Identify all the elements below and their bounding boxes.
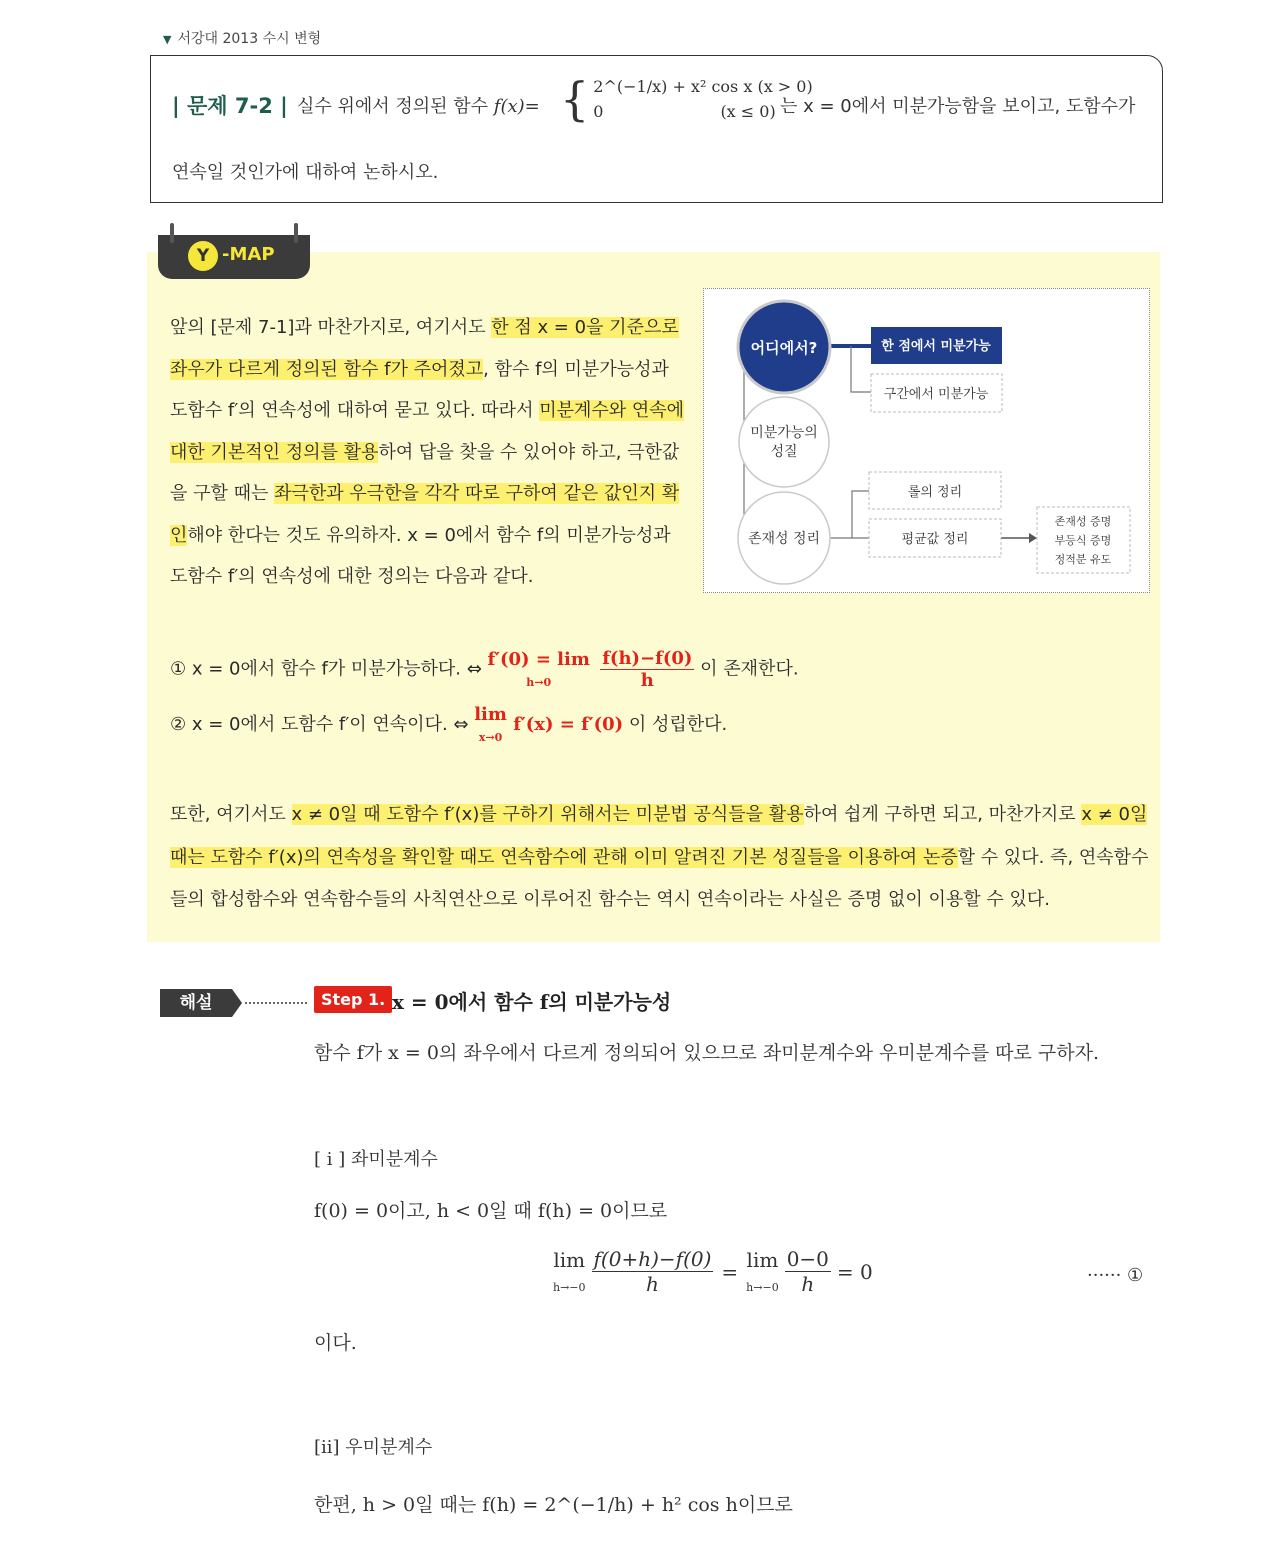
eq1-lim-1: lim	[553, 1247, 586, 1272]
ymap-paragraph-2	[170, 794, 1160, 922]
solution-tag-arrow	[232, 989, 242, 1017]
piecewise-function: { 2^(−1/x) + x² cos x (x > 0) 0 (x ≤ 0)	[560, 72, 813, 126]
eq1-lim-2: lim	[746, 1247, 779, 1272]
diagram-property-label-2: 성질	[770, 444, 798, 460]
para1-segment: 한 점 x = 0을 기준으로 좌우가 다르게 정의된 함수 f가 주어졌고	[170, 317, 679, 380]
source-label: ▼ 서강대 2013 수시 변형	[163, 31, 322, 47]
para2-segment: 또한, 여기서도	[170, 804, 292, 825]
solution-line-1: 함수 f가 x = 0의 좌우에서 다르게 정의되어 있으므로 좌미분계수와 우미분계수를 따로 구하자.	[314, 1042, 1100, 1064]
condition-1: ① x = 0에서 함수 f가 미분가능하다. ⇔ f′(0) = lim h→0 $\frac{f(h)-f(0)}{h}$ 이 존재한다.	[170, 648, 799, 691]
problem-text-1b: 는 x = 0에서 미분가능함을 보이고, 도함수가	[780, 96, 1136, 117]
step-title: x = 0에서 함수 f의 미분가능성	[392, 990, 672, 1014]
cond2-lim: lim	[474, 704, 507, 725]
case-1-heading: [ i ] 좌미분계수	[314, 1149, 438, 1170]
eq1-result: = 0	[836, 1259, 873, 1284]
cond1-numerator: f(h)−f(0)	[602, 648, 693, 669]
condition-2: ② x = 0에서 도함수 f′이 연속이다. ⇔ lim x→0 f′(x) = f′(0) 이 성립한다.	[170, 704, 728, 744]
eq1-lim-2-sub: h→−0	[746, 1280, 779, 1294]
para2-segment: 하여 쉽게 구하면 되고, 마찬가지로	[803, 804, 1082, 825]
solution-tag: 해설	[160, 989, 232, 1017]
case-1-line: f(0) = 0이고, h < 0일 때 f(h) = 0이므로	[314, 1200, 668, 1222]
problem-text-1: 실수 위에서 정의된 함수 f(x)=	[297, 96, 540, 117]
para2-segment: x ≠ 0일 때는 도함수 f′(x)의 연속성을 확인할 때도 연속함수에 관해 이미 알려진 기본 성질들을 이용하여 논증	[170, 804, 1148, 868]
para1-segment: 앞의 [문제 7-1]과 마찬가지로, 여기서도	[170, 317, 492, 338]
diagram-result-3: 정적분 유도	[1054, 553, 1112, 566]
eq1-den-2: h	[801, 1272, 815, 1296]
para1-segment: 미분계수와 연속에 대한 기본적인 정의를 활용	[170, 400, 685, 463]
ymap-circle: Y	[188, 241, 218, 271]
cond1-denominator: h	[640, 670, 654, 691]
diagram-point-diff-label: 한 점에서 미분가능	[881, 339, 991, 354]
eq1-num-1: f(0+h)−f(0)	[593, 1247, 712, 1271]
diagram-existence-label: 존재성 정리	[747, 531, 821, 547]
cond1-lim: f′(0) = lim	[487, 648, 590, 670]
concept-diagram	[703, 288, 1150, 593]
ymap-text: -MAP	[222, 244, 275, 265]
diagram-interval-diff-label: 구간에서 미분가능	[883, 387, 989, 402]
eq1-lim-1-sub: h→−0	[553, 1280, 586, 1294]
eq1-den-1: h	[646, 1272, 659, 1296]
problem-label: | 문제 7-2 |	[172, 94, 288, 118]
diagram-result-1: 존재성 증명	[1054, 515, 1112, 528]
problem-text-2: 연속일 것인가에 대하여 논하시오.	[172, 162, 439, 183]
circle-property	[739, 397, 829, 487]
equation-tag: ······ ①	[1087, 1265, 1144, 1286]
diagram-property-label-1: 미분가능의	[750, 425, 818, 441]
case-2-heading: [ii] 우미분계수	[314, 1437, 433, 1458]
diagram-rolle-label: 롤의 정리	[907, 485, 963, 500]
concept-diagram-svg	[704, 289, 1151, 594]
cond2-lim-sub: x→0	[478, 731, 503, 744]
piece-bottom: 0 (x ≤ 0)	[593, 102, 776, 121]
cond1-lim-sub: h→0	[526, 675, 552, 689]
para2-segment: x ≠ 0일 때 도함수 f′(x)를 구하기 위해서는 미분법 공식들을 활용	[291, 804, 804, 825]
para1-segment: 해야 한다는 것도 유의하자. x = 0에서 함수 f의 미분가능성과 도함수 f′의 연속성에 대한 정의는 다음과 같다.	[170, 524, 671, 587]
diagram-where-label: 어디에서?	[750, 339, 818, 357]
step-badge: Step 1.	[314, 986, 392, 1013]
para1-segment: , 함수 f의 미분가능성과 도함수 f′의 연속성에 대하여 묻고 있다. 따라서	[170, 358, 669, 421]
piece-top: 2^(−1/x) + x² cos x (x > 0)	[593, 77, 813, 96]
diagram-result-2: 부등식 증명	[1054, 534, 1112, 547]
para1-segment: 좌극한과 우극한을 각각 따로 구하여 같은 값인지 확인	[170, 483, 680, 546]
cond2-expression: f′(x) = f′(0)	[506, 714, 624, 735]
para1-segment: 하여 답을 찾을 수 있어야 하고, 극한값을 구할 때는	[170, 441, 680, 504]
para2-segment: 할 수 있다. 즉, 연속함수들의 합성함수와 연속함수들의 사칙연산으로 이루어진 함수는 역시 연속이라는 사실은 증명 없이 이용할 수 있다.	[170, 846, 1149, 910]
eq1-num-2: 0−0	[786, 1247, 829, 1271]
ymap-tag	[158, 235, 310, 279]
ymap-paragraph-1	[170, 307, 690, 598]
equation-1	[553, 1247, 873, 1296]
case-1-end: 이다.	[314, 1332, 357, 1354]
eq1-equals: =	[721, 1259, 739, 1284]
diagram-mvt-label: 평균값 정리	[901, 532, 969, 547]
case-2-line: 한편, h > 0일 때는 f(h) = 2^(−1/h) + h² cos h이므로	[314, 1494, 793, 1516]
solution-dots	[245, 1002, 307, 1004]
